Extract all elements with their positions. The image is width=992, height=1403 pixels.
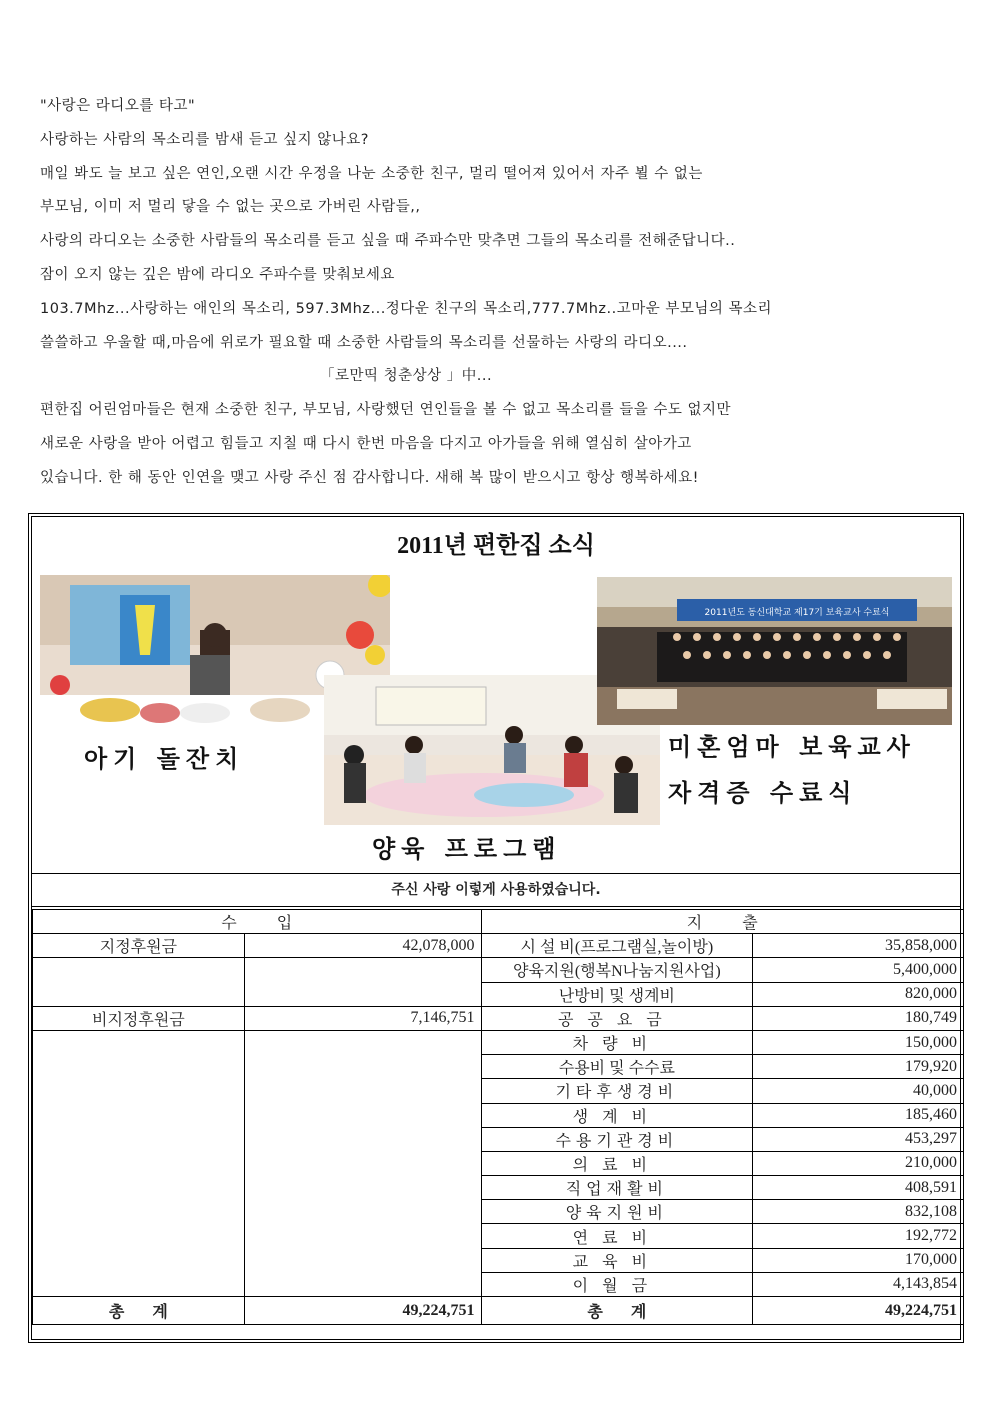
expense-amount: 453,297 [753, 1127, 964, 1151]
income-total-amount: 49,224,751 [244, 1297, 481, 1325]
expense-amount: 185,460 [753, 1103, 964, 1127]
expense-amount: 4,143,854 [753, 1272, 964, 1296]
income-amount: 42,078,000 [244, 934, 481, 958]
expense-header: 지 출 [481, 910, 963, 934]
expense-amount: 40,000 [753, 1079, 964, 1103]
table-row [33, 1006, 964, 1030]
intro-line: 잠이 오지 않는 깊은 밤에 라디오 주파수를 맞춰보세요 [40, 266, 395, 283]
finance-table [32, 909, 964, 1325]
intro-line: 있습니다. 한 해 동안 인연을 맺고 사랑 주신 점 감사합니다. 새해 복 많이 받으시고 항상 행복하세요! [40, 469, 699, 486]
income-empty-cell [33, 958, 245, 1006]
caption-parenting: 양육 프로그램 [372, 835, 562, 863]
expense-label: 난방비 및 생계비 [481, 982, 753, 1006]
graduation-banner: 2011년도 동신대학교 제17기 보육교사 수료식 [704, 608, 890, 618]
table-row [33, 934, 964, 958]
expense-amount: 150,000 [753, 1030, 964, 1054]
intro-source: 「로만띡 청춘상상 」中... [320, 368, 493, 385]
table-header-row [33, 910, 964, 934]
income-total-label: 총 계 [33, 1297, 245, 1325]
table-row [33, 958, 964, 982]
news-title: 2011년 편한집 소식 [397, 533, 595, 559]
graduation-photo [597, 577, 952, 725]
expense-amount: 5,400,000 [753, 958, 964, 982]
expense-amount: 180,749 [753, 1006, 964, 1030]
expense-label: 연료비 [481, 1224, 753, 1248]
news-box [28, 513, 964, 1343]
intro-line: 새로운 사랑을 받아 어렵고 힘들고 지칠 때 다시 한번 마음을 다지고 아가들을 위해 열심히 살아가고 [40, 435, 692, 452]
expense-label: 수용기관경비 [481, 1127, 753, 1151]
intro-line: 부모님, 이미 저 멀리 닿을 수 없는 곳으로 가버린 사람들,, [40, 199, 421, 216]
usage-title: 주신 사랑 이렇게 사용하였습니다. [32, 873, 960, 907]
expense-label: 교육비 [481, 1248, 753, 1272]
expense-amount: 179,920 [753, 1055, 964, 1079]
expense-amount: 192,772 [753, 1224, 964, 1248]
table-row [33, 1030, 964, 1054]
intro-line: 편한집 어린엄마들은 현재 소중한 친구, 부모님, 사랑했던 연인들을 볼 수 없고 목소리를 들을 수도 없지만 [40, 402, 732, 419]
income-label: 지정후원금 [33, 934, 245, 958]
caption-birthday: 아기 돌잔치 [84, 745, 245, 773]
income-label: 비지정후원금 [33, 1006, 245, 1030]
income-empty-cell [244, 958, 481, 1006]
intro-line: 쓸쓸하고 우울할 때,마음에 위로가 필요할 때 소중한 사람들의 목소리를 선물하는 사랑의 라디오.... [40, 334, 688, 351]
expense-label: 의료비 [481, 1151, 753, 1175]
intro-line: 사랑의 라디오는 소중한 사람들의 목소리를 듣고 싶을 때 주파수만 맞추면 그들의 목소리를 전해준답니다.. [40, 233, 736, 250]
expense-label: 시 설 비(프로그램실,놀이방) [481, 934, 753, 958]
total-row [33, 1297, 964, 1325]
expense-label: 공공요금 [481, 1006, 753, 1030]
expense-label: 양육지원(행복N나눔지원사업) [481, 958, 753, 982]
income-header: 수 입 [33, 910, 482, 934]
income-empty-cell [33, 1030, 245, 1296]
expense-label: 차량비 [481, 1030, 753, 1054]
expense-label: 수용비 및 수수료 [481, 1055, 753, 1079]
intro-text [40, 90, 940, 496]
caption-graduation-1: 미혼엄마 보육교사 [668, 733, 916, 761]
intro-line: 103.7Mhz...사랑하는 애인의 목소리, 597.3Mhz...정다운 친구의 목소리,777.7Mhz..고마운 부모님의 목소리 [40, 300, 773, 317]
income-empty-cell [244, 1030, 481, 1296]
expense-amount: 170,000 [753, 1248, 964, 1272]
expense-label: 생계비 [481, 1103, 753, 1127]
caption-graduation-2: 자격증 수료식 [668, 779, 858, 807]
news-box-inner [31, 516, 961, 1340]
expense-label: 양육지원비 [481, 1200, 753, 1224]
expense-label: 이월금 [481, 1272, 753, 1296]
intro-line: 매일 봐도 늘 보고 싶은 연인,오랜 시간 우정을 나눈 소중한 친구, 멀리 떨어져 있어서 자주 뵐 수 없는 [40, 165, 703, 182]
expense-amount: 820,000 [753, 982, 964, 1006]
expense-amount: 408,591 [753, 1176, 964, 1200]
income-amount: 7,146,751 [244, 1006, 481, 1030]
expense-amount: 210,000 [753, 1151, 964, 1175]
expense-total-amount: 49,224,751 [753, 1297, 964, 1325]
intro-line: 사랑하는 사람의 목소리를 밤새 듣고 싶지 않나요? [40, 131, 369, 148]
expense-label: 기타후생경비 [481, 1079, 753, 1103]
intro-line: "사랑은 라디오를 타고" [40, 98, 196, 114]
expense-total-label: 총 계 [481, 1297, 753, 1325]
expense-label: 직업재활비 [481, 1176, 753, 1200]
expense-amount: 832,108 [753, 1200, 964, 1224]
expense-amount: 35,858,000 [753, 934, 964, 958]
